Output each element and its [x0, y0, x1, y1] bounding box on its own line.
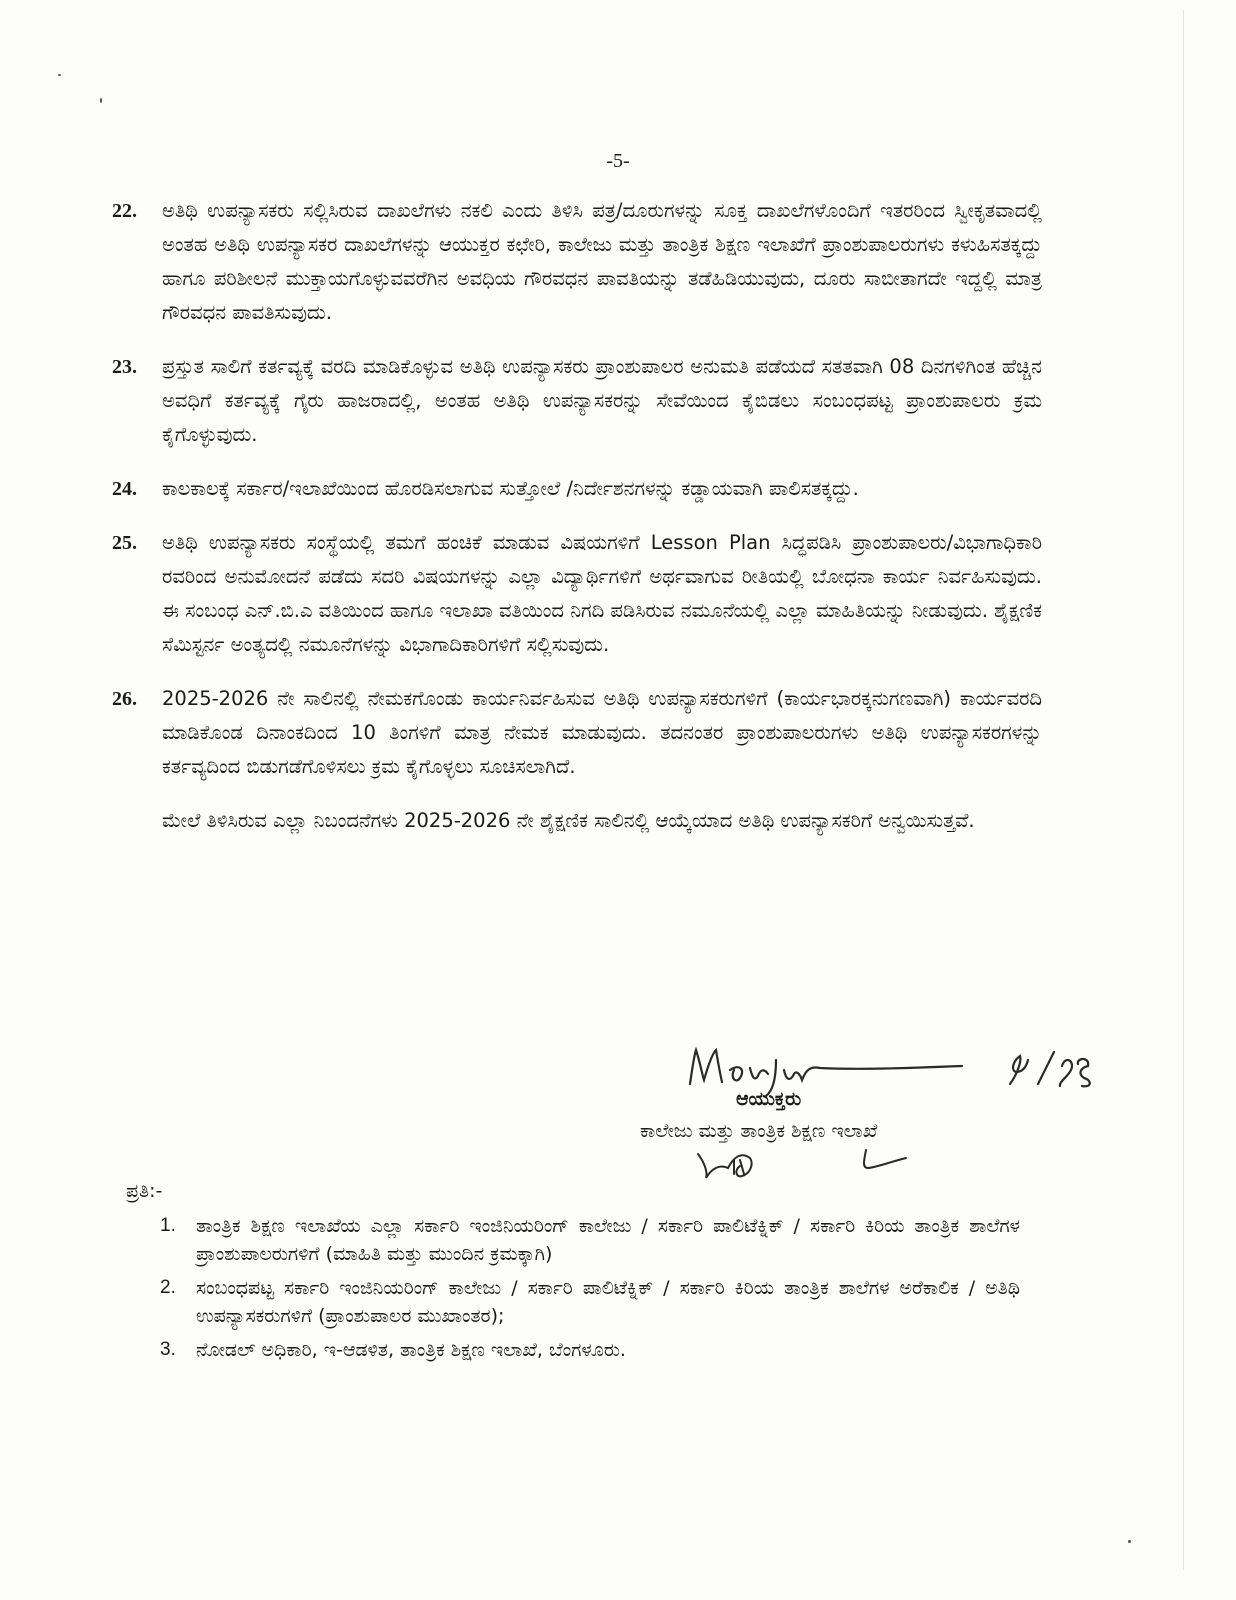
copy-to-number: 2. — [160, 1277, 176, 1298]
copy-to-number: 1. — [160, 1215, 176, 1236]
clauses-section — [112, 194, 1042, 838]
copy-to-text: ತಾಂತ್ರಿಕ ಶಿಕ್ಷಣ ಇಲಾಖೆಯ ಎಲ್ಲಾ ಸರ್ಕಾರಿ ಇಂಜಿನಿಯರಿಂಗ್ ಕಾಲೇಜು / ಸರ್ಕಾರಿ ಪಾಲಿಟೆಕ್ನಿಕ್ / ಸರ್ಕಾರಿ ಕಿರಿಯ ತಾಂತ್ರಿಕ ಶಾಲೆಗಳ ಪ್ರಾಂಶುಪಾಲರುಗಳಿಗೆ (ಮಾಹಿತಿ ಮತ್ತು ಮುಂದಿನ ಕ್ರಮಕ್ಕಾಗಿ) — [196, 1215, 1020, 1265]
closing-paragraph: ಮೇಲೆ ತಿಳಿಸಿರುವ ಎಲ್ಲಾ ನಿಬಂದನೆಗಳು 2025-2026 ನೇ ಶೈಕ್ಷಣಿಕ ಸಾಲಿನಲ್ಲಿ ಆಯ್ಕೆಯಾದ ಅತಿಥಿ ಉಪನ್ಯಾಸಕರಿಗೆ ಅನ್ವಯಿಸುತ್ತವೆ. — [162, 809, 975, 832]
copy-to-item — [160, 1274, 1020, 1330]
signatory-department: ಕಾಲೇಜು ಮತ್ತು ತಾಂತ್ರಿಕ ಶಿಕ್ಷಣ ಇಲಾಖೆ — [640, 1120, 878, 1142]
signatory-title: ಆಯುಕ್ತರು — [736, 1088, 802, 1110]
clause-item — [112, 682, 1042, 784]
copy-to-item — [160, 1336, 1020, 1364]
scan-speck — [1128, 1540, 1131, 1543]
clause-number: 26. — [112, 688, 137, 710]
clause-item — [112, 350, 1042, 452]
clause-number: 22. — [112, 200, 137, 222]
clause-text: ಪ್ರಸ್ತುತ ಸಾಲಿಗೆ ಕರ್ತವ್ಯಕ್ಕೆ ವರದಿ ಮಾಡಿಕೊಳ್ಳುವ ಅತಿಥಿ ಉಪನ್ಯಾಸಕರು ಪ್ರಾಂಶುಪಾಲರ ಅನುಮತಿ ಪಡೆಯದೆ ಸತತವಾಗಿ 08 ದಿನಗಳಿಗಿಂತ ಹೆಚ್ಚಿನ ಅವಧಿಗೆ ಕರ್ತವ್ಯಕ್ಕೆ ಗೈರು ಹಾಜರಾದಲ್ಲಿ, ಅಂತಹ ಅತಿಥಿ ಉಪನ್ಯಾಸಕರನ್ನು ಸೇವೆಯಿಂದ ಕೈಬಿಡಲು ಸಂಬಂಧಪಟ್ಟ ಪ್ರಾಂಶುಪಾಲರು ಕ್ರಮ ಕೈಗೊಳ್ಳುವುದು. — [162, 355, 1043, 446]
clause-number: 24. — [112, 478, 137, 500]
scan-speck — [58, 74, 61, 76]
copy-to-text: ನೋಡಲ್ ಅಧಿಕಾರಿ, ಇ-ಆಡಳಿತ, ತಾಂತ್ರಿಕ ಶಿಕ್ಷಣ ಇಲಾಖೆ, ಬೆಂಗಳೂರು. — [196, 1339, 626, 1361]
clause-number: 25. — [112, 532, 137, 554]
handwritten-initials — [690, 1144, 930, 1184]
clause-text: ಕಾಲಕಾಲಕ್ಕೆ ಸರ್ಕಾರ/ಇಲಾಖೆಯಿಂದ ಹೊರಡಿಸಲಾಗುವ ಸುತ್ತೋಲೆ /ನಿರ್ದೇಶನಗಳನ್ನು ಕಡ್ಡಾಯವಾಗಿ ಪಾಲಿಸತಕ್ಕದ್ದು. — [162, 477, 859, 500]
copy-to-number: 3. — [160, 1339, 176, 1360]
page-number: -5- — [606, 150, 630, 172]
clause-number: 23. — [112, 356, 137, 378]
copy-to-list — [160, 1212, 1020, 1370]
clause-text: ಅತಿಥಿ ಉಪನ್ಯಾಸಕರು ಸಂಸ್ಥೆಯಲ್ಲಿ ತಮಗೆ ಹಂಚಿಕೆ ಮಾಡುವ ವಿಷಯಗಳಿಗೆ Lesson Plan ಸಿದ್ಧಪಡಿಸಿ ಪ್ರಾಂಶುಪಾಲರು/ವಿಭಾಗಾಧಿಕಾರಿ ರವರಿಂದ ಅನುಮೋದನೆ ಪಡೆದು ಸದರಿ ವಿಷಯಗಳನ್ನು ಎಲ್ಲಾ ವಿದ್ಯಾರ್ಥಿಗಳಿಗೆ ಅರ್ಥವಾಗುವ ರೀತಿಯಲ್ಲಿ ಬೋಧನಾ ಕಾರ್ಯ ನಿರ್ವಹಿಸುವುದು. ಈ ಸಂಬಂಧ ಎನ್.ಬಿ.ಎ ವತಿಯಿಂದ ಹಾಗೂ ಇಲಾಖಾ ವತಿಯಿಂದ ನಿಗದಿ ಪಡಿಸಿರುವ ನಮೂನೆಯಲ್ಲಿ ಎಲ್ಲಾ ಮಾಹಿತಿಯನ್ನು ನೀಡುವುದು. ಶೈಕ್ಷಣಿಕ ಸೆಮಿಸ್ಟರ್ನ ಅಂತ್ಯದಲ್ಲಿ ನಮೂನೆಗಳನ್ನು ವಿಭಾಗಾದಿಕಾರಿಗಳಿಗೆ ಸಲ್ಲಿಸುವುದು. — [162, 531, 1042, 656]
clause-item — [112, 194, 1042, 330]
copy-to-text: ಸಂಬಂಧಪಟ್ಟ ಸರ್ಕಾರಿ ಇಂಜಿನಿಯರಿಂಗ್ ಕಾಲೇಜು / ಸರ್ಕಾರಿ ಪಾಲಿಟೆಕ್ನಿಕ್ / ಸರ್ಕಾರಿ ಕಿರಿಯ ತಾಂತ್ರಿಕ ಶಾಲೆಗಳ ಅರೆಕಾಲಿಕ / ಅತಿಥಿ ಉಪನ್ಯಾಸಕರುಗಳಿಗೆ (ಪ್ರಾಂಶುಪಾಲರ ಮುಖಾಂತರ); — [196, 1277, 1020, 1327]
scan-edge-line — [1183, 10, 1184, 1570]
copy-to-heading: ಪ್ರತಿ:- — [126, 1180, 163, 1202]
copy-to-item — [160, 1212, 1020, 1268]
clause-item — [112, 526, 1042, 662]
clause-item — [112, 472, 1042, 506]
clause-text: 2025-2026 ನೇ ಸಾಲಿನಲ್ಲಿ ನೇಮಕಗೊಂಡು ಕಾರ್ಯನಿರ್ವಹಿಸುವ ಅತಿಥಿ ಉಪನ್ಯಾಸಕರುಗಳಿಗೆ (ಕಾರ್ಯಭಾರಕ್ಕನುಗಣವಾಗಿ) ಕಾರ್ಯವರದಿ ಮಾಡಿಕೊಂಡ ದಿನಾಂಕದಿಂದ 10 ತಿಂಗಳಿಗೆ ಮಾತ್ರ ನೇಮಕ ಮಾಡುವುದು. ತದನಂತರ ಪ್ರಾಂಶುಪಾಲರುಗಳು ಅತಿಥಿ ಉಪನ್ಯಾಸಕರಗಳನ್ನು ಕರ್ತವ್ಯದಿಂದ ಬಿಡುಗಡೆಗೊಳಿಸಲು ಕ್ರಮ ಕೈಗೊಳ್ಳಲು ಸೂಚಿಸಲಾಗಿದೆ. — [162, 687, 1042, 778]
clause-text: ಅತಿಥಿ ಉಪನ್ಯಾಸಕರು ಸಲ್ಲಿಸಿರುವ ದಾಖಲೆಗಳು ನಕಲಿ ಎಂದು ತಿಳಿಸಿ ಪತ್ರ/ದೂರುಗಳನ್ನು ಸೂಕ್ತ ದಾಖಲೆಗಳೊಂದಿಗೆ ಇತರರಿಂದ ಸ್ವೀಕೃತವಾದಲ್ಲಿ ಅಂತಹ ಅತಿಥಿ ಉಪನ್ಯಾಸಕರ ದಾಖಲೆಗಳನ್ನು ಆಯುಕ್ತರ ಕಛೇರಿ, ಕಾಲೇಜು ಮತ್ತು ತಾಂತ್ರಿಕ ಶಿಕ್ಷಣ ಇಲಾಖೆಗೆ ಪ್ರಾಂಶುಪಾಲರುಗಳು ಕಳುಹಿಸತಕ್ಕದ್ದು ಹಾಗೂ ಪರಿಶೀಲನೆ ಮುಕ್ತಾಯಗೊಳ್ಳುವವರೆಗಿನ ಅವಧಿಯ ಗೌರವಧನ ಪಾವತಿಯನ್ನು ತಡೆಹಿಡಿಯುವುದು, ದೂರು ಸಾಬೀತಾಗದೇ ಇದ್ದಲ್ಲಿ ಮಾತ್ರ ಗೌರವಧನ ಪಾವತಿಸುವುದು. — [162, 199, 1042, 324]
signature-block — [640, 1040, 1100, 1180]
scan-speck — [100, 98, 102, 103]
